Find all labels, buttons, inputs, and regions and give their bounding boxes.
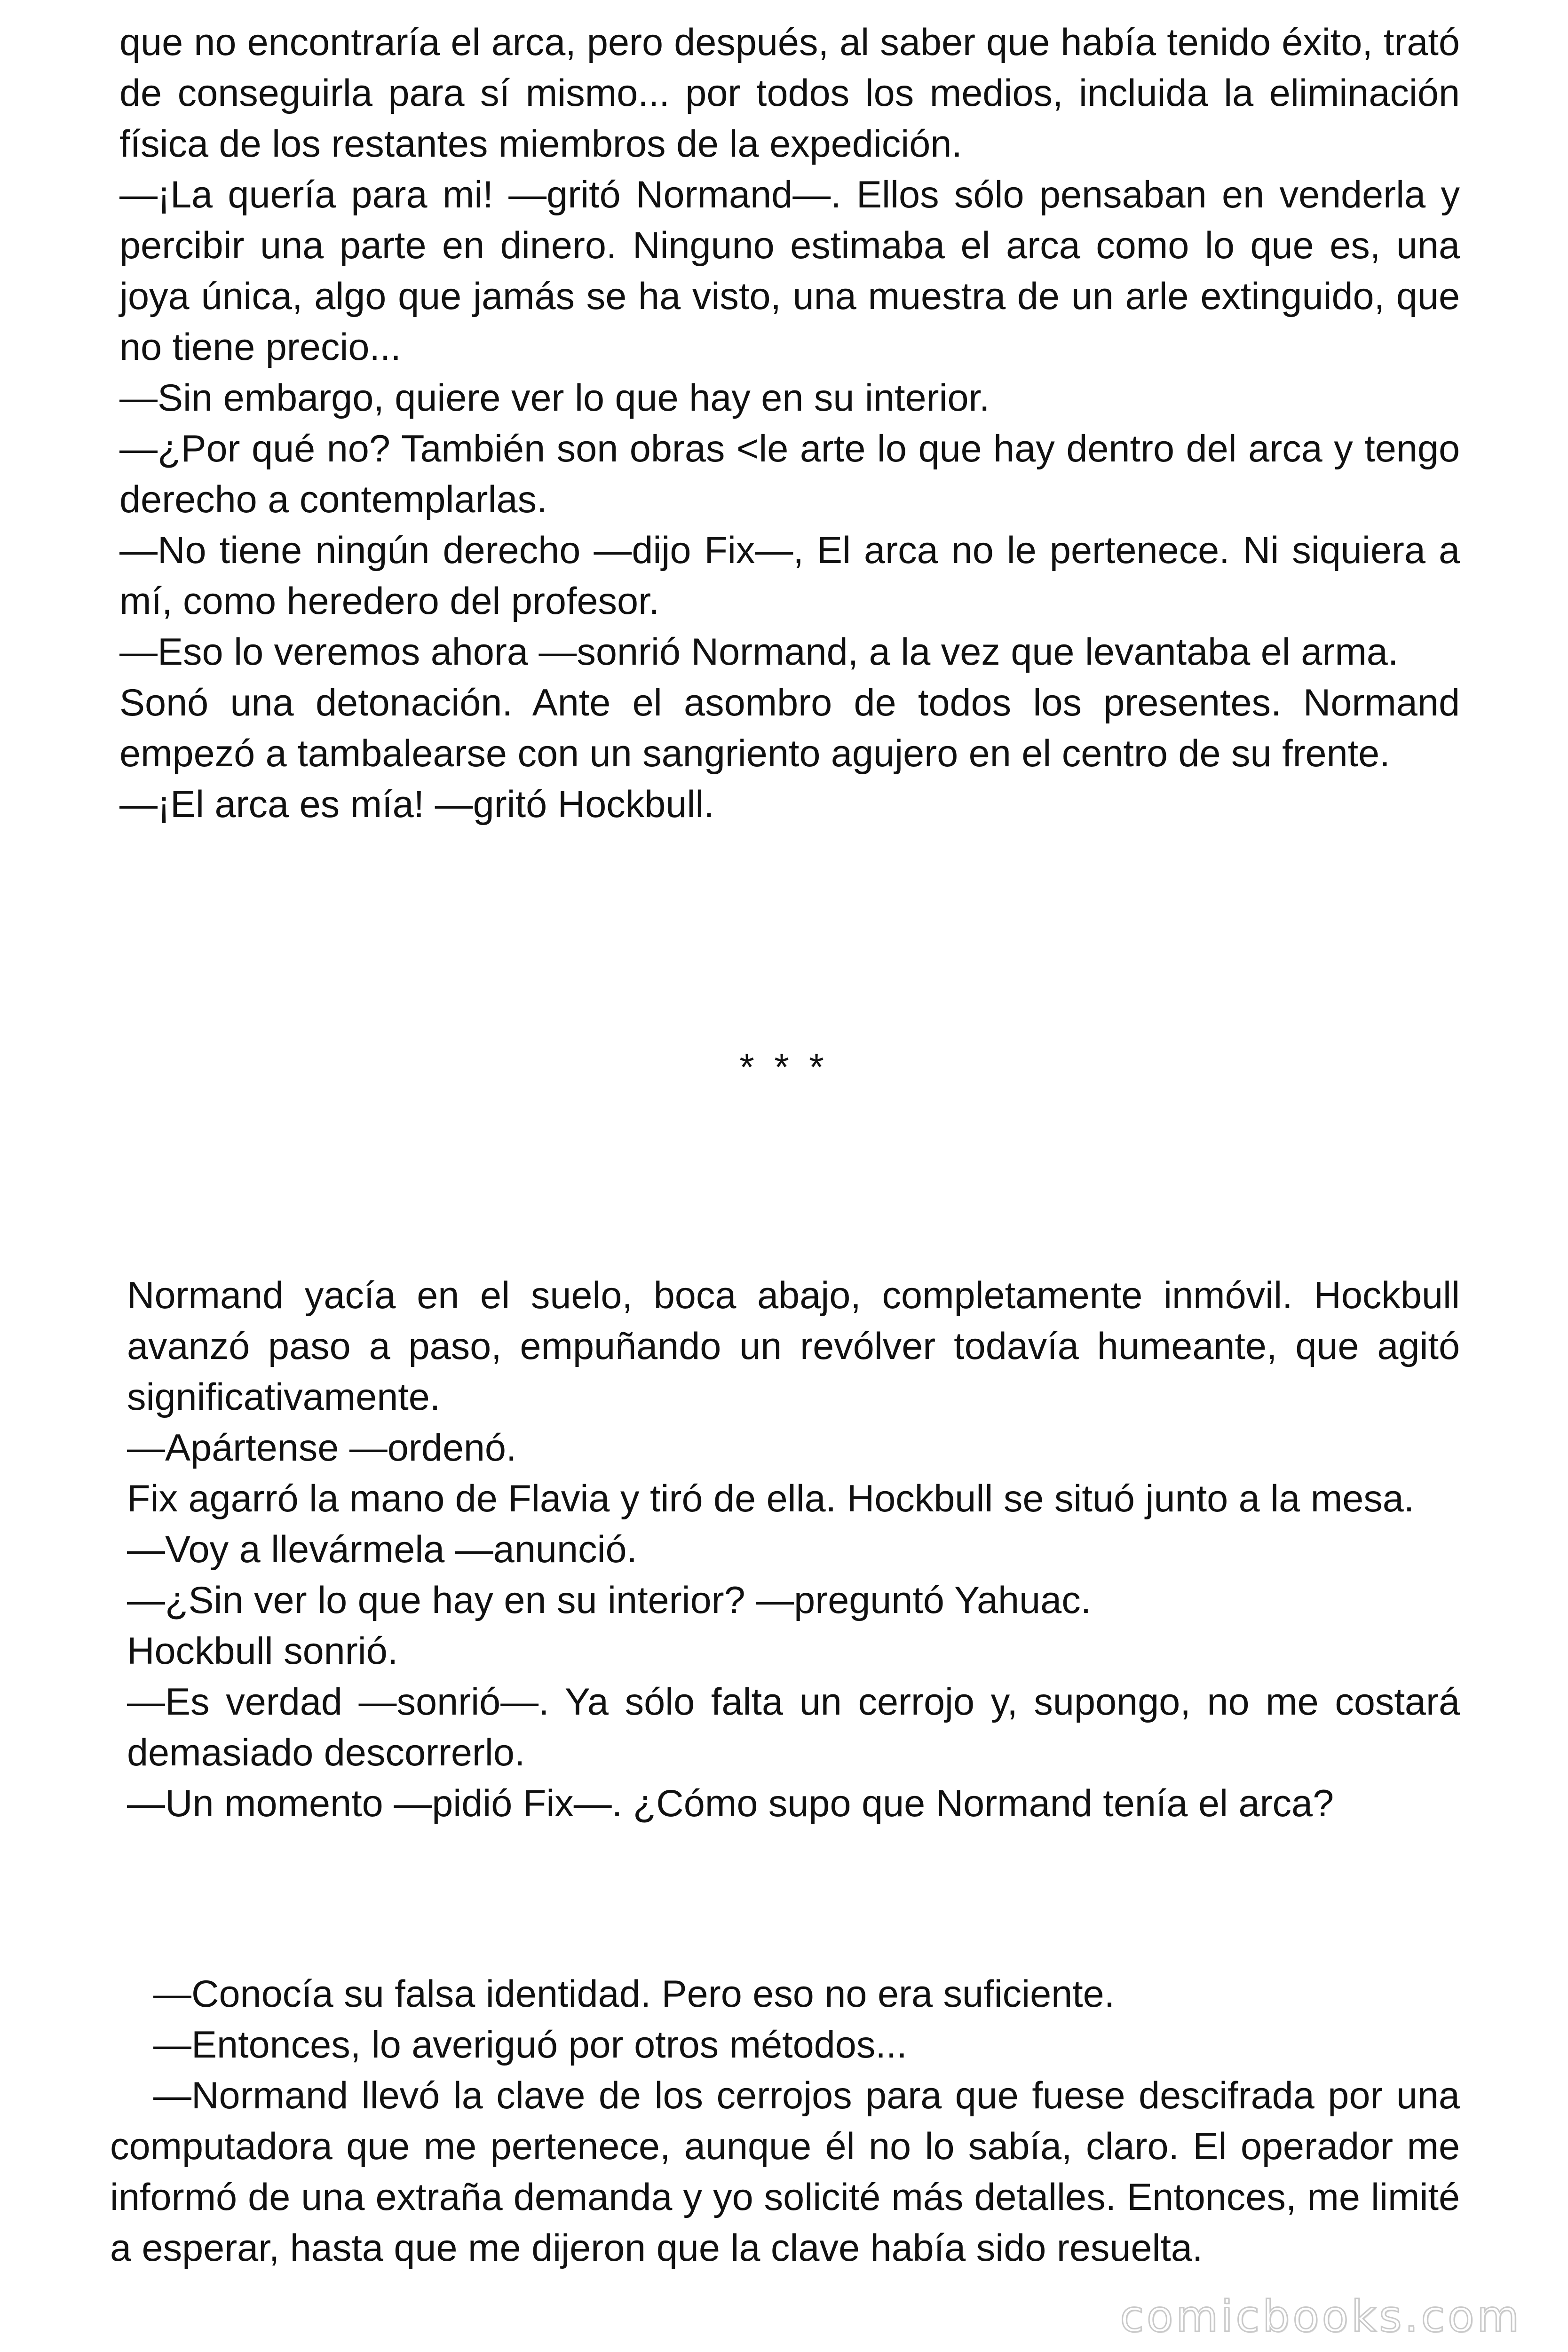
text-block-bottom bbox=[110, 1969, 1460, 2273]
paragraph: Hockbull sonrió. bbox=[127, 1630, 398, 1672]
paragraph: Normand yacía en el suelo, boca abajo, completamente inmóvil. Hockbull avanzó paso a paso, empuñando un revólver todavía humeante, que agitó significativamente. bbox=[127, 1274, 1460, 1418]
paragraph: —Apártense —ordenó. bbox=[127, 1427, 517, 1469]
paragraph: —Normand llevó la clave de los cerrojos para que fuese descifrada por una computadora que me pertenece, aunque él no lo sabía, claro. El operador me informó de una extraña demanda y yo solicité más detalles. Entonces, me limité a esperar, hasta que me dijeron que la clave había sido resuelta. bbox=[110, 2074, 1460, 2269]
section-separator: * * * bbox=[739, 1046, 829, 1089]
paragraph: —Voy a llevármela —anunció. bbox=[127, 1528, 638, 1571]
text-block-middle bbox=[127, 1270, 1460, 1829]
paragraph: Fix agarró la mano de Flavia y tiró de ella. Hockbull se situó junto a la mesa. bbox=[127, 1478, 1415, 1520]
paragraph: —Un momento —pidió Fix—. ¿Cómo supo que Normand tenía el arca? bbox=[127, 1782, 1334, 1825]
paragraph: —Es verdad —sonrió—. Ya sólo falta un cerrojo y, supongo, no me costará demasiado descorrerlo. bbox=[127, 1681, 1460, 1774]
paragraph: —No tiene ningún derecho —dijo Fix—, El arca no le pertenece. Ni siquiera a mí, como heredero del profesor. bbox=[119, 529, 1460, 622]
paragraph: que no encontraría el arca, pero después, al saber que había tenido éxito, trató de conseguirla para sí mismo... por todos los medios, incluida la eliminación física de los restantes miembros de la expedición. bbox=[119, 21, 1460, 165]
paragraph: —Conocía su falsa identidad. Pero eso no era suficiente. bbox=[153, 1973, 1115, 2015]
paragraph: Sonó una detonación. Ante el asombro de todos los presentes. Normand empezó a tambalearse con un sangriento agujero en el centro de su frente. bbox=[119, 682, 1460, 775]
paragraph: —Eso lo veremos ahora —sonrió Normand, a la vez que levantaba el arma. bbox=[119, 631, 1399, 673]
paragraph: —¡El arca es mía! —gritó Hockbull. bbox=[119, 783, 714, 826]
paragraph: —Sin embargo, quiere ver lo que hay en su interior. bbox=[119, 377, 990, 419]
paragraph: —¿Sin ver lo que hay en su interior? —preguntó Yahuac. bbox=[127, 1579, 1092, 1621]
text-block-top bbox=[119, 17, 1460, 830]
watermark: comicbooks.com bbox=[1120, 2291, 1522, 2342]
paragraph: —¿Por qué no? También son obras <le arte lo que hay dentro del arca y tengo derecho a contemplarlas. bbox=[119, 428, 1460, 521]
paragraph: —¡La quería para mi! —gritó Normand—. Ellos sólo pensaban en venderla y percibir una parte en dinero. Ninguno estimaba el arca como lo que es, una joya única, algo que jamás se ha visto, una muestra de un arle extinguido, que no tiene precio... bbox=[119, 174, 1460, 368]
paragraph: —Entonces, lo averiguó por otros métodos... bbox=[153, 2024, 907, 2066]
